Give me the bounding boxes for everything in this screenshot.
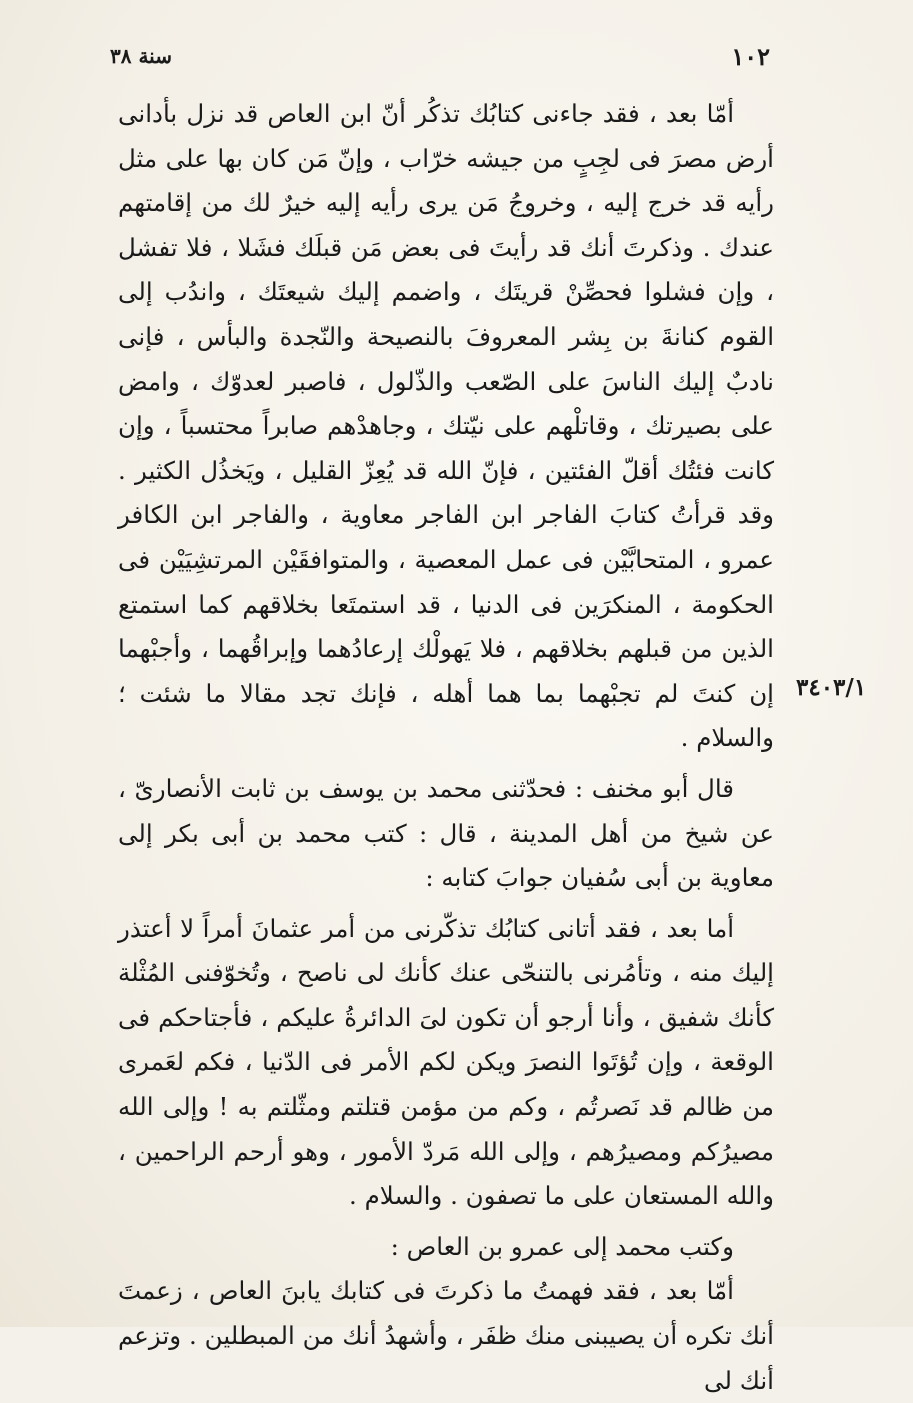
main-text — [118, 92, 774, 1403]
running-head — [110, 42, 770, 72]
page-number: ١٠٢ — [731, 42, 770, 71]
margin-reference: ٣٤٠٣/١ — [796, 674, 867, 701]
paragraph-intro-amr: وكتب محمد إلى عمرو بن العاص : — [390, 1231, 734, 1261]
paragraph-letter-muawiya: أما بعد ، فقد أتانى كتابُك تذكّرنى من أمر عثمانَ أمراً لا أعتذر إليك منه ، وتأمُرنى بالتنحّى عنك كأنك لى ناصح ، وتُخوّفنى المُثْلة كأنك شفيق ، وأنا أرجو أن تكون لىَ الدائرةُ عليكم ، فأجتاحكم فى الوقعة ، وإن تُؤتَوا النصرَ ويكن لكم الأمر فى الدّنيا ، فكم لعَمرى من ظالم قد نَصرتُم ، وكم من مؤمن قتلتم ومثّلتم به ! وإلى الله مصيرُكم ومصيرُهم ، وإلى الله مَردّ الأمور ، وهو أرحم الراحمين ، والله المستعان على ما تصفون . والسلام . — [118, 913, 774, 1211]
paragraph-isnad: قال أبو مخنف : فحدّثنى محمد بن يوسف بن ثابت الأنصارىّ ، عن شيخ من أهل المدينة ، قال : كتب محمد بن أبى بكر إلى معاوية بن أبى سُفيان جوابَ كتابه : — [118, 773, 774, 893]
paragraph-letter-amr-2: أمّا بعد ، فقد فهمتُ ما ذكرتَ فى كتابك يابنَ العاص ، زعمتَ أنك تكره أن يصيبنى منك ظفَر ، وأشهدُ أنك من المبطلين . وتزعم أنك لى — [118, 1276, 774, 1395]
running-title: سنة ٣٨ — [110, 44, 172, 68]
paragraph-letter-amr: أمّا بعد ، فقد جاءنى كتابُك تذكُر أنّ ابن العاص قد نزل بأدانى أرض مصرَ فى لجِبٍ من جيشه خرّاب ، وإنّ مَن كان بها على مثل رأيه قد خرج إليه ، وخروجُ مَن يرى رأيه إليه خيرٌ لك من إقامتهم عندك . وذكرتَ أنك قد رأيتَ فى بعض مَن قبلَك فشَلا ، فلا تفشل ، وإن فشلوا فحصِّنْ قريتَك ، واضمم إليك شيعتَك ، واندُب إلى القوم كنانةَ بن بِشر المعروفَ بالنصيحة والنّجدة والبأس ، فإنى نادبٌ إليك الناسَ على الصّعب والذّلول ، فاصبر لعدوّك ، وامض على بصيرتك ، وقاتلْهم على نيّتك ، وجاهدْهم صابراً محتسباً ، وإن كانت فئتُك أقلّ الفئتين ، فإنّ الله قد يُعِزّ القليل ، ويَخذُل الكثير . وقد قرأتُ كتابَ الفاجر ابن الفاجر معاوية ، والفاجر ابن الكافر عمرو ، المتحابَّيْن فى عمل المعصية ، والمتوافقَيْن المرتشِيَيْن فى الحكومة ، المنكرَين فى الدنيا ، قد استمتَعا بخلاقهم كما استمتع الذين من قبلهم بخلاقهم ، فلا يَهولْك إرعادُهما وإبراقُهما ، وأجبْهما إن كنتَ لم تجبْهما بما هما أهله ، فإنك تجد مقالا ما شئت ؛ والسلام . — [118, 99, 774, 753]
